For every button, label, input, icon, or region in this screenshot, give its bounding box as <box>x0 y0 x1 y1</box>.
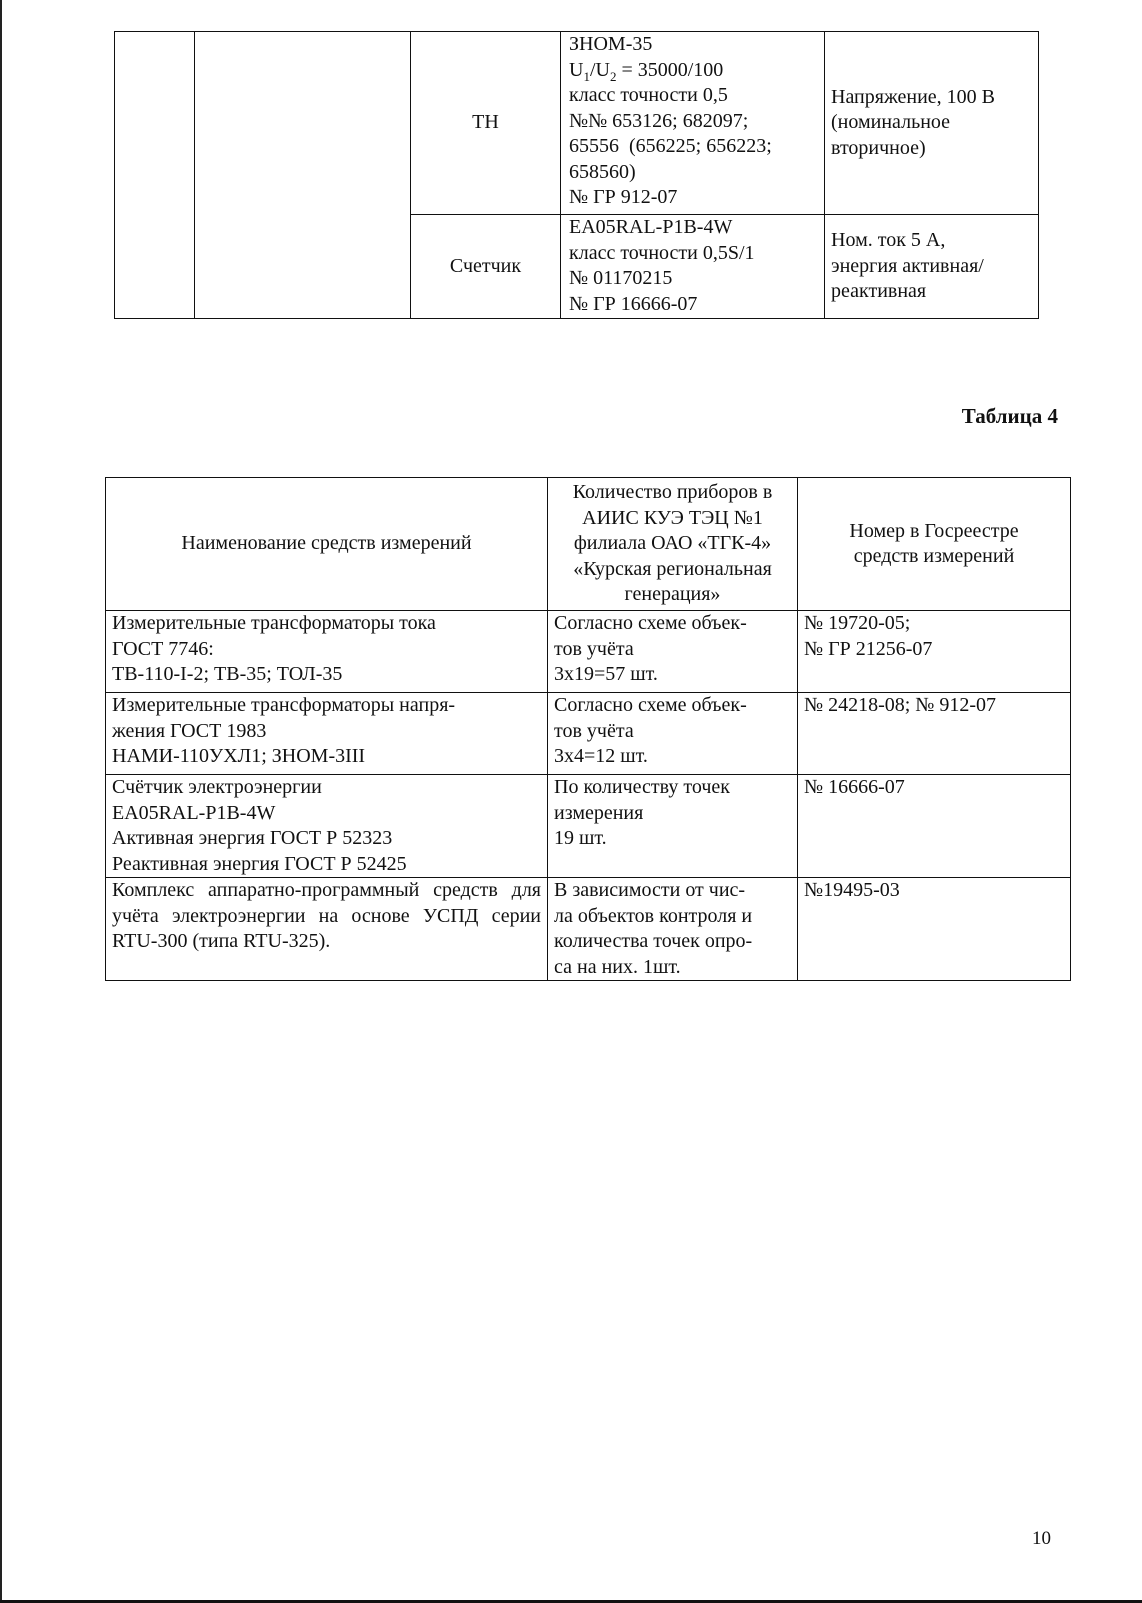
header-line: Количество приборов в <box>572 481 773 504</box>
quantity-cell <box>548 878 798 981</box>
spec-line: № 01170215 <box>569 267 673 289</box>
page-left-edge <box>0 0 2 1603</box>
quantity-line: 3х4=12 шт. <box>554 745 648 767</box>
quantity-line: тов учёта <box>554 637 634 660</box>
spec-line: EA05RAL-P1B-4W <box>569 216 733 238</box>
table-row-voltage-transformer <box>115 32 1039 215</box>
quantity-line: Согласно схеме объек- <box>554 694 747 716</box>
header-line: Номер в Госреестре <box>849 519 1019 542</box>
quantity-line: 3х19=57 шт. <box>554 663 658 685</box>
quantity-cell <box>548 693 798 775</box>
spec-line: ЗНОМ-35 <box>569 33 653 55</box>
name-line: Счётчик электроэнергии <box>112 776 322 798</box>
name-cell <box>106 611 548 693</box>
quantity-line: са на них. 1шт. <box>554 955 681 978</box>
name-cell <box>106 775 548 878</box>
parameter-line: реактивная <box>831 280 927 303</box>
component-cell <box>411 32 561 215</box>
quantity-line: В зависимости от чис- <box>554 879 746 901</box>
parameter-cell <box>825 32 1039 215</box>
registry-line: №19495-03 <box>804 879 900 901</box>
header-registry <box>798 478 1071 611</box>
registry-cell <box>798 878 1071 981</box>
table-3-continuation <box>114 31 1039 319</box>
parameter-line: вторичное) <box>831 136 926 159</box>
header-line: филиала ОАО «ТГК-4» <box>573 532 772 555</box>
registry-line: № 24218-08; № 912-07 <box>804 694 997 716</box>
registry-line: № 16666-07 <box>804 776 905 798</box>
header-quantity <box>548 478 798 611</box>
name-line: ТВ-110-I-2; ТВ-35; ТОЛ-35 <box>112 663 343 685</box>
quantity-cell <box>548 611 798 693</box>
table-4 <box>105 477 1071 981</box>
quantity-line: тов учёта <box>554 719 634 742</box>
spec-cell <box>561 215 825 319</box>
header-line: Наименование средств измерений <box>181 532 472 555</box>
parameter-line: (номинальное <box>831 111 951 134</box>
header-line: генерация» <box>624 583 721 606</box>
quantity-line: Согласно схеме объек- <box>554 612 747 634</box>
quantity-line: ла объектов контроля и <box>554 904 753 927</box>
registry-line: № 19720-05; <box>804 612 911 634</box>
quantity-line: По количеству точек <box>554 776 730 798</box>
registry-cell <box>798 611 1071 693</box>
component-cell <box>411 215 561 319</box>
name-line: Активная энергия ГОСТ Р 52323 <box>112 827 393 849</box>
header-line: средств измерений <box>853 545 1015 567</box>
empty-cell-number <box>115 32 195 319</box>
table-row <box>106 693 1071 775</box>
table-row <box>106 878 1071 981</box>
table-row <box>106 775 1071 878</box>
quantity-cell <box>548 775 798 878</box>
header-name <box>106 478 548 611</box>
registry-cell <box>798 775 1071 878</box>
name-line: НАМИ-110УХЛ1; ЗНОМ-3III <box>112 745 366 767</box>
name-line: Реактивная энергия ГОСТ Р 52425 <box>112 852 407 875</box>
registry-cell <box>798 693 1071 775</box>
page-number: 10 <box>1032 1528 1051 1549</box>
spec-line: 658560) <box>569 160 636 183</box>
name-cell <box>106 693 548 775</box>
component-label: ТН <box>472 111 499 134</box>
parameter-line: Напряжение, 100 В <box>831 85 996 108</box>
name-line: Измерительные трансформаторы напря- <box>112 694 456 716</box>
parameter-line: Ном. ток 5 А, <box>831 229 946 252</box>
spec-line: класс точности 0,5S/1 <box>569 241 755 264</box>
name-line: жения ГОСТ 1983 <box>112 719 267 742</box>
empty-cell-object <box>195 32 411 319</box>
name-line: EA05RAL-P1B-4W <box>112 801 276 824</box>
spec-line-ratio: $U_1/U_2 = 35000/100$ <box>569 58 724 84</box>
quantity-line: количества точек опро- <box>554 930 753 952</box>
table-4-caption: Таблица 4 <box>961 404 1058 428</box>
spec-line: № ГР 16666-07 <box>569 292 698 315</box>
header-line: АИИС КУЭ ТЭЦ №1 <box>582 506 763 529</box>
parameter-line: энергия активная/ <box>831 254 984 277</box>
registry-line: № ГР 21256-07 <box>804 637 933 660</box>
spec-cell <box>561 32 825 215</box>
component-label: Счетчик <box>449 254 522 277</box>
quantity-line: 19 шт. <box>554 827 607 849</box>
name-line: Измерительные трансформаторы тока <box>112 612 436 634</box>
parameter-cell <box>825 215 1039 319</box>
spec-line: №№ 653126; 682097; <box>569 109 749 132</box>
table-header-row <box>106 478 1071 611</box>
spec-line: 65556 (656225; 656223; <box>569 135 772 157</box>
spec-line: класс точности 0,5 <box>569 84 728 106</box>
quantity-line: измерения <box>554 801 644 824</box>
spec-line: № ГР 912-07 <box>569 186 678 208</box>
table-row <box>106 611 1071 693</box>
name-line: ГОСТ 7746: <box>112 637 214 660</box>
header-line: «Курская региональная <box>573 557 772 580</box>
name-cell: Комплекс аппаратно-программный средств для учёта электроэнергии на основе УСПД серии RTU-300 (типа RTU-325). <box>106 878 548 981</box>
